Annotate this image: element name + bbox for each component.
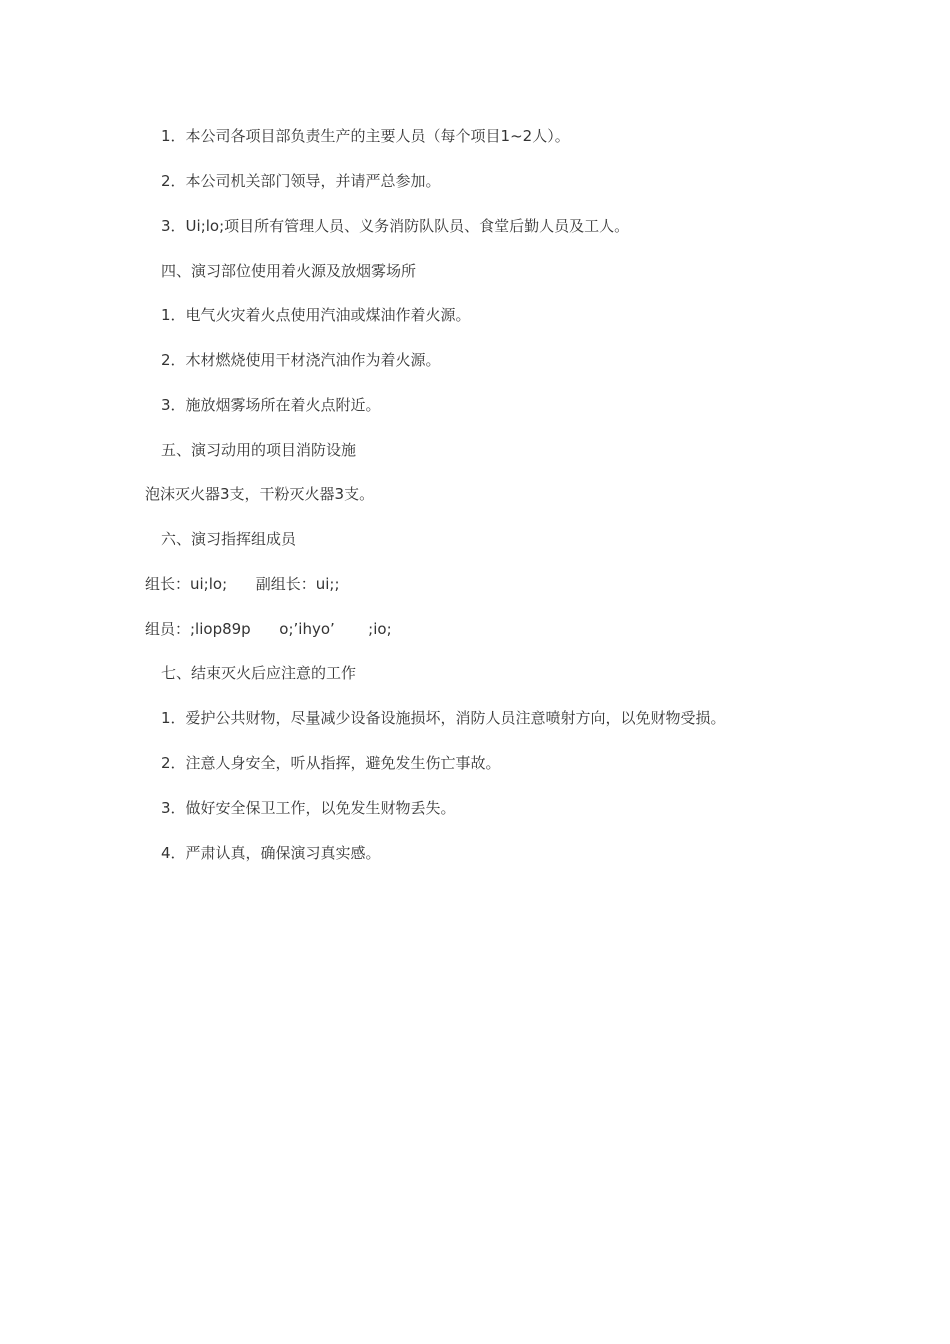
section-heading-7: 七、结束灭火后应注意的工作 [161,664,357,682]
list-item-fire-source-3: 3．施放烟雾场所在着火点附近。 [161,396,381,414]
section-heading-6: 六、演习指挥组成员 [161,530,297,548]
section-heading-4: 四、演习部位使用着火源及放烟雾场所 [161,262,417,280]
list-item-participants-3: 3．Ui;lo;项目所有管理人员、义务消防队队员、食堂后勤人员及工人。 [161,217,630,235]
team-members-text: 组员：;liop89p o;’ihyo’ ;io; [145,620,392,638]
section-heading-5: 五、演习动用的项目消防设施 [161,441,357,459]
list-item-notes-4: 4．严肃认真，确保演习真实感。 [161,844,381,862]
team-leaders-text: 组长：ui;lo; 副组长：ui;; [145,575,340,593]
list-item-fire-source-2: 2．木材燃烧使用干材浇汽油作为着火源。 [161,351,441,369]
list-item-participants-2: 2．本公司机关部门领导，并请严总参加。 [161,172,441,190]
list-item-notes-3: 3．做好安全保卫工作，以免发生财物丢失。 [161,799,456,817]
list-item-notes-1: 1．爱护公共财物，尽量减少设备设施损坏，消防人员注意喷射方向，以免财物受损。 [161,709,726,727]
equipment-text: 泡沫灭火器3支，干粉灭火器3支。 [145,485,375,503]
list-item-notes-2: 2．注意人身安全，听从指挥，避免发生伤亡事故。 [161,754,501,772]
list-item-participants-1: 1．本公司各项目部负责生产的主要人员（每个项目1~2人）。 [161,127,570,145]
list-item-fire-source-1: 1．电气火灾着火点使用汽油或煤油作着火源。 [161,306,471,324]
